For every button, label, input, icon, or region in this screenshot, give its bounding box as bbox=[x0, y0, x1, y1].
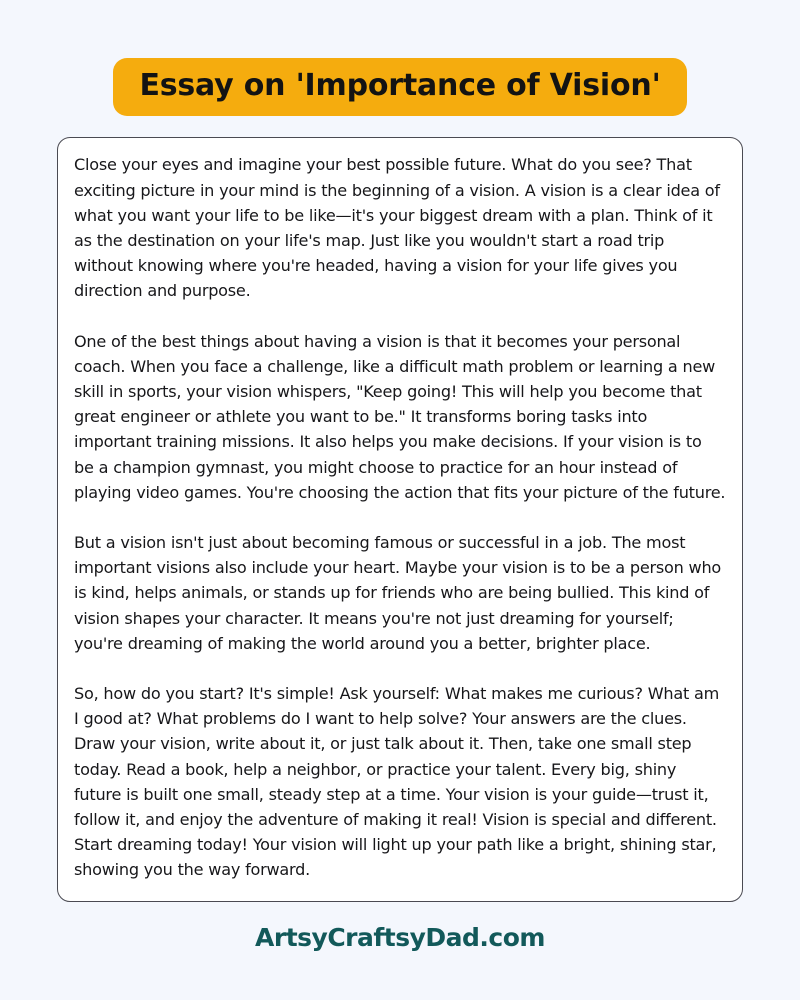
site-branding: ArtsyCraftsyDad.com bbox=[255, 922, 545, 952]
title-banner bbox=[113, 58, 686, 116]
essay-paragraph: So, how do you start? It's simple! Ask yourself: What makes me curious? What am I good at? What problems do I want to help solve? Your answers are the clues. Draw your vision, write about it, or just talk about it. Then, take one small step today. Read a book, help a neighbor, or practice your talent. Every big, shiny future is built one small, steady step at a time. Your vision is your guide—trust it, follow it, and enjoy the adventure of making it real! Vision is special and different. Start dreaming today! Your vision will light up your path like a bright, shining star, showing you the way forward. bbox=[74, 684, 720, 880]
essay-body bbox=[74, 152, 726, 882]
essay-content-box bbox=[57, 137, 743, 901]
essay-paragraph: One of the best things about having a vision is that it becomes your personal coach. When you face a challenge, like a difficult math problem or learning a new skill in sports, your vision whispers, "Keep going! This will help you become that great engineer or athlete you want to be." It transforms boring tasks into important training missions. It also helps you make decisions. If your vision is to be a champion gymnast, you might choose to practice for an hour instead of playing video games. You're choosing the action that fits your picture of the future. bbox=[74, 331, 726, 502]
essay-paragraph: Close your eyes and imagine your best possible future. What do you see? That exciting picture in your mind is the beginning of a vision. A vision is a clear idea of what you want your life to be like—it's your biggest dream with a plan. Think of it as the destination on your life's map. Just like you wouldn't start a road trip without knowing where you're headed, having a vision for your life gives you direction and purpose. bbox=[74, 155, 720, 301]
footer bbox=[0, 923, 800, 952]
essay-paragraph: But a vision isn't just about becoming famous or successful in a job. The most important visions also include your heart. Maybe your vision is to be a person who is kind, helps animals, or stands up for friends who are being bullied. This kind of vision shapes your character. It means you're not just dreaming for yourself; you're dreaming of making the world around you a better, brighter place. bbox=[74, 533, 722, 653]
page-title: Essay on 'Importance of Vision' bbox=[139, 68, 661, 103]
